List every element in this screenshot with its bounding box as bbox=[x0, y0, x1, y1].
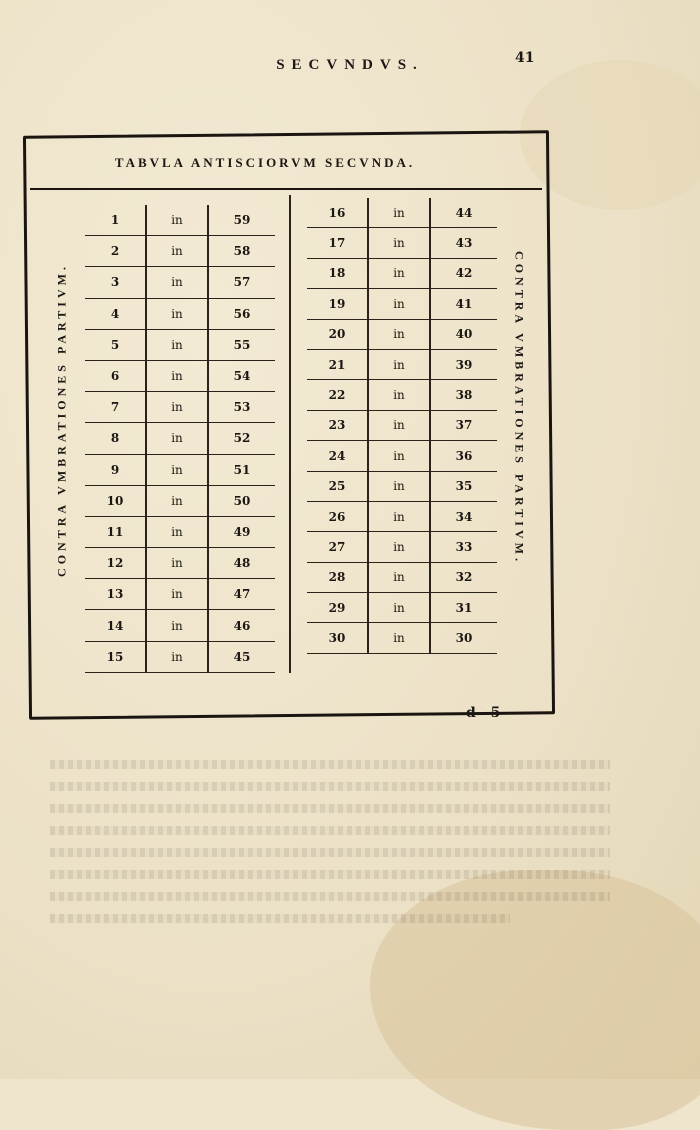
show-through-line bbox=[50, 848, 610, 857]
degree-to-cell: 48 bbox=[233, 556, 251, 571]
in-cell: in bbox=[369, 593, 431, 622]
show-through-line bbox=[50, 760, 610, 769]
degree-from-cell: 17 bbox=[307, 228, 369, 257]
table-row bbox=[85, 642, 275, 673]
degree-to-cell: 57 bbox=[233, 275, 251, 290]
in-cell: in bbox=[369, 320, 431, 349]
degree-to-cell: 55 bbox=[233, 337, 251, 352]
degree-to-cell: 42 bbox=[455, 266, 473, 281]
degree-from-cell: 14 bbox=[85, 610, 147, 640]
degree-from-cell: 20 bbox=[307, 320, 369, 349]
degree-from-cell: 4 bbox=[85, 299, 147, 329]
in-cell: in bbox=[369, 259, 431, 288]
degree-to-cell: 47 bbox=[233, 587, 251, 602]
in-cell: in bbox=[369, 411, 431, 440]
in-cell: in bbox=[147, 236, 209, 266]
in-cell: in bbox=[147, 330, 209, 360]
side-label-right: CONTRA VMBRATIONES PARTIVM. bbox=[512, 251, 527, 565]
show-through-line bbox=[50, 914, 510, 923]
degree-to-cell: 59 bbox=[233, 213, 251, 228]
degree-to-cell: 31 bbox=[455, 600, 473, 615]
degree-to-cell: 51 bbox=[233, 462, 251, 477]
degree-from-cell: 23 bbox=[307, 411, 369, 440]
degree-from-cell: 8 bbox=[85, 423, 147, 453]
table-row bbox=[307, 350, 497, 380]
degree-to-cell: 54 bbox=[233, 369, 251, 384]
degree-from-cell: 15 bbox=[85, 642, 147, 672]
in-cell: in bbox=[369, 380, 431, 409]
in-cell: in bbox=[147, 517, 209, 547]
paper-stain-bottom bbox=[370, 870, 700, 1130]
table-row bbox=[307, 502, 497, 532]
table-row bbox=[307, 593, 497, 623]
table-title: TABVLA ANTISCIORVM SECVNDA. bbox=[114, 155, 416, 170]
in-cell: in bbox=[369, 472, 431, 501]
table-row bbox=[85, 579, 275, 610]
degree-to-cell: 41 bbox=[455, 296, 473, 311]
in-cell: in bbox=[147, 548, 209, 578]
in-cell: in bbox=[147, 610, 209, 640]
degree-to-cell: 33 bbox=[455, 539, 473, 554]
in-cell: in bbox=[147, 642, 209, 672]
table-row bbox=[85, 205, 275, 236]
table-row bbox=[85, 361, 275, 392]
degree-to-cell: 40 bbox=[455, 327, 473, 342]
degree-to-cell: 38 bbox=[455, 388, 473, 403]
table-row bbox=[307, 228, 497, 258]
show-through-line bbox=[50, 826, 610, 835]
table-row bbox=[85, 423, 275, 454]
degree-from-cell: 26 bbox=[307, 502, 369, 531]
in-cell: in bbox=[147, 579, 209, 609]
in-cell: in bbox=[369, 350, 431, 379]
in-cell: in bbox=[147, 205, 209, 235]
in-cell: in bbox=[147, 299, 209, 329]
degree-to-cell: 43 bbox=[455, 236, 473, 251]
table-row bbox=[307, 320, 497, 350]
degree-from-cell: 5 bbox=[85, 330, 147, 360]
antiscia-table-right bbox=[307, 198, 497, 654]
degree-from-cell: 13 bbox=[85, 579, 147, 609]
degree-from-cell: 18 bbox=[307, 259, 369, 288]
in-cell: in bbox=[147, 486, 209, 516]
degree-to-cell: 32 bbox=[455, 570, 473, 585]
column-divider bbox=[289, 195, 291, 673]
table-row bbox=[307, 380, 497, 410]
degree-from-cell: 16 bbox=[307, 198, 369, 227]
table-row bbox=[85, 236, 275, 267]
title-rule bbox=[30, 188, 542, 190]
table-row bbox=[307, 289, 497, 319]
degree-to-cell: 45 bbox=[233, 649, 251, 664]
degree-to-cell: 53 bbox=[233, 400, 251, 415]
page-number: 41 bbox=[515, 50, 535, 66]
degree-from-cell: 7 bbox=[85, 392, 147, 422]
table-row bbox=[307, 532, 497, 562]
degree-to-cell: 58 bbox=[233, 244, 251, 259]
in-cell: in bbox=[369, 228, 431, 257]
table-row bbox=[85, 299, 275, 330]
in-cell: in bbox=[147, 267, 209, 297]
in-cell: in bbox=[369, 441, 431, 470]
in-cell: in bbox=[369, 532, 431, 561]
table-row bbox=[85, 548, 275, 579]
degree-from-cell: 28 bbox=[307, 563, 369, 592]
show-through-line bbox=[50, 870, 610, 879]
degree-from-cell: 30 bbox=[307, 623, 369, 652]
show-through-line bbox=[50, 892, 610, 901]
degree-to-cell: 52 bbox=[233, 431, 251, 446]
in-cell: in bbox=[147, 423, 209, 453]
degree-from-cell: 29 bbox=[307, 593, 369, 622]
signature-mark: d 5 bbox=[466, 705, 506, 721]
in-cell: in bbox=[369, 623, 431, 652]
table-row bbox=[307, 563, 497, 593]
table-row bbox=[307, 441, 497, 471]
table-row bbox=[85, 330, 275, 361]
degree-to-cell: 39 bbox=[455, 357, 473, 372]
degree-to-cell: 44 bbox=[455, 205, 473, 220]
in-cell: in bbox=[147, 392, 209, 422]
in-cell: in bbox=[369, 563, 431, 592]
in-cell: in bbox=[147, 455, 209, 485]
table-row bbox=[85, 455, 275, 486]
degree-from-cell: 22 bbox=[307, 380, 369, 409]
degree-from-cell: 19 bbox=[307, 289, 369, 318]
side-label-left: CONTRA VMBRATIONES PARTIVM. bbox=[54, 263, 69, 577]
degree-to-cell: 37 bbox=[455, 418, 473, 433]
table-row bbox=[307, 259, 497, 289]
table-row bbox=[307, 472, 497, 502]
degree-to-cell: 56 bbox=[233, 306, 251, 321]
degree-to-cell: 35 bbox=[455, 479, 473, 494]
in-cell: in bbox=[369, 289, 431, 318]
table-row bbox=[307, 198, 497, 228]
in-cell: in bbox=[369, 198, 431, 227]
degree-from-cell: 11 bbox=[85, 517, 147, 547]
degree-from-cell: 6 bbox=[85, 361, 147, 391]
degree-to-cell: 30 bbox=[455, 631, 473, 646]
degree-from-cell: 12 bbox=[85, 548, 147, 578]
table-row bbox=[85, 392, 275, 423]
degree-to-cell: 34 bbox=[455, 509, 473, 524]
table-row bbox=[307, 623, 497, 653]
degree-to-cell: 36 bbox=[455, 448, 473, 463]
table-row bbox=[85, 517, 275, 548]
in-cell: in bbox=[147, 361, 209, 391]
degree-from-cell: 1 bbox=[85, 205, 147, 235]
degree-to-cell: 46 bbox=[233, 618, 251, 633]
table-row bbox=[307, 411, 497, 441]
show-through-line bbox=[50, 804, 610, 813]
degree-from-cell: 2 bbox=[85, 236, 147, 266]
running-head: SECVNDVS. bbox=[276, 57, 424, 73]
degree-from-cell: 25 bbox=[307, 472, 369, 501]
degree-from-cell: 21 bbox=[307, 350, 369, 379]
degree-from-cell: 3 bbox=[85, 267, 147, 297]
degree-from-cell: 27 bbox=[307, 532, 369, 561]
table-row bbox=[85, 267, 275, 298]
degree-from-cell: 9 bbox=[85, 455, 147, 485]
degree-from-cell: 10 bbox=[85, 486, 147, 516]
antiscia-table-left bbox=[85, 205, 275, 673]
in-cell: in bbox=[369, 502, 431, 531]
degree-to-cell: 50 bbox=[233, 493, 251, 508]
degree-from-cell: 24 bbox=[307, 441, 369, 470]
show-through-line bbox=[50, 782, 610, 791]
degree-to-cell: 49 bbox=[233, 524, 251, 539]
table-row bbox=[85, 610, 275, 641]
table-row bbox=[85, 486, 275, 517]
